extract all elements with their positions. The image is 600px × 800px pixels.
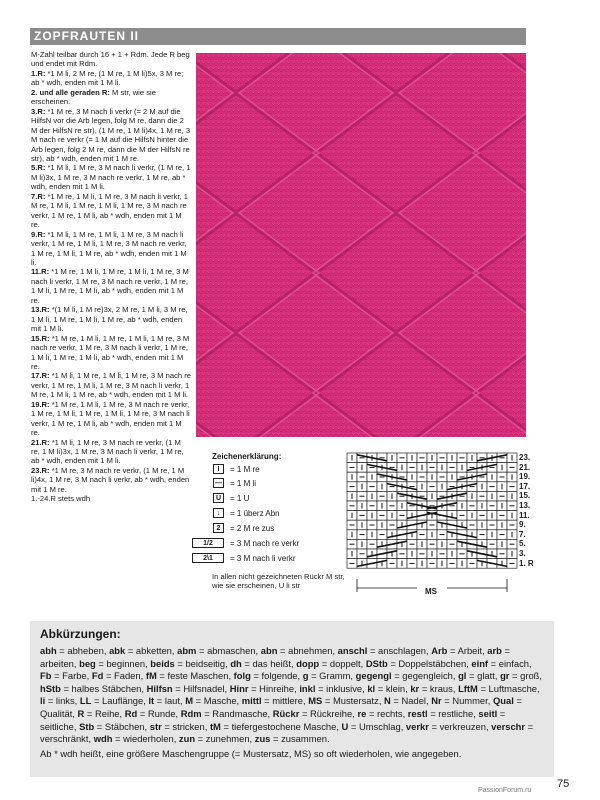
- abbreviation-entry: mittl = mittlere,: [241, 695, 309, 707]
- abbreviations-box: [30, 621, 554, 777]
- abbreviation-value: abnehmen: [288, 645, 333, 656]
- chart-row-number: 17.: [519, 481, 531, 491]
- legend-item: [190, 463, 260, 475]
- abbreviation-entry: folg = folgende,: [233, 670, 303, 682]
- abbreviation-entry: dh = das heißt,: [230, 657, 297, 669]
- abbreviation-entry: tM = tiefergestochene Masche,: [209, 720, 342, 732]
- chart-grid: [345, 452, 525, 602]
- abbreviation-key: folg: [233, 670, 251, 682]
- instruction-row-label: 19.R:: [31, 399, 50, 409]
- abbreviation-entry: inkl = inklusive,: [299, 682, 368, 694]
- abbreviation-key: inkl: [299, 682, 316, 694]
- legend-symbol-icon: I: [213, 464, 224, 474]
- instruction-row-label: 15.R:: [31, 333, 50, 343]
- abbreviation-value: folgende: [261, 670, 298, 682]
- abbreviation-entry: zus = zusammen.: [254, 733, 330, 745]
- legend-item-text: = 1 U: [230, 493, 250, 503]
- instruction-row: [31, 466, 191, 494]
- abbreviation-value: feste Maschen: [167, 670, 229, 682]
- abbreviation-value: mittlere: [272, 695, 303, 707]
- abbreviation-entry: Stb = Stäbchen,: [79, 720, 150, 732]
- abbreviation-key: beg: [79, 657, 96, 669]
- instruction-row-text: 1.-24.R stets wdh: [31, 494, 91, 504]
- abbreviation-entry: restl = restliche,: [407, 707, 479, 719]
- abbreviation-value: Randmasche: [212, 707, 268, 719]
- abbreviation-value: gegengleich: [402, 670, 453, 682]
- abbreviation-value: restliche: [438, 707, 474, 719]
- abbreviation-value: arbeiten: [40, 657, 74, 669]
- abbreviation-entry: einf = einfach,: [471, 657, 532, 669]
- instruction-row-text: *1 M re, 3 M nach re verkr, (1 M re, 1 M li)4x, 1 M re, 3 M nach li verkr, ab * wdh, enden mit 1 M re.: [31, 465, 190, 494]
- abbreviation-value: Reihe: [95, 707, 120, 719]
- abbreviation-entry: MS = Mustersatz,: [308, 695, 385, 707]
- legend-item-text: = 1 M li: [230, 478, 257, 488]
- abbreviation-value: Rückreihe: [310, 707, 353, 719]
- abbreviation-value: halbes Stäbchen: [71, 682, 142, 694]
- abbreviation-entry: N = Nadel,: [384, 695, 432, 707]
- abbreviation-key: DStb: [365, 657, 388, 669]
- abbreviation-value: seitliche: [40, 720, 74, 732]
- abbreviation-key: hStb: [40, 682, 61, 694]
- abbreviation-value: laut: [164, 695, 180, 707]
- abbreviation-key: wdh: [93, 733, 113, 745]
- abbreviation-key: gl: [458, 670, 467, 682]
- instruction-row-text: *1 M li, 1 M re, 3 M nach li verkr, (1 M re, 1 M li)3x, 1 M re, 3 M nach re verkr, 1 M re, ab * wdh, enden mit 1 M li.: [31, 163, 191, 192]
- abbreviation-entry: abk = abketten,: [109, 645, 178, 656]
- abbreviation-key: N: [384, 695, 391, 707]
- legend-item-text: = 2 M re zus: [230, 523, 275, 533]
- chart-row-number: 19.: [519, 472, 531, 482]
- instruction-row: [31, 107, 191, 164]
- instruction-row: [31, 192, 191, 230]
- instruction-row-text: *(1 M li, 1 M re)3x, 2 M re, 1 M li, 3 M re, 1 M li, 1 M re, 1 M li, 1 M re, ab * wdh, enden mit 1 M li.: [31, 305, 188, 334]
- abbreviation-value: Arbeit: [457, 645, 483, 656]
- instruction-row-text: *1 M re, 1 M li, 1 M re, 3 M nach li verkr, 1 M re, 1 M li, 1 M re, 1 M li, 1 M re, 3 M nach re verkr, 1 M re, 1 M li, ab * wdh, enden mit 1 M re.: [31, 191, 188, 230]
- instruction-row-label: 23.R:: [31, 465, 50, 475]
- legend-item-text: = 3 M nach li verkr: [230, 553, 296, 563]
- abbreviation-key: anschl: [337, 645, 368, 656]
- instruction-row-text: *1 M li, 1 M re, 1 M li, 1 M re, 3 M nach li verkr, 1 M re, 1 M li, 1 M re, 3 M nach re verkr, 1 M re, 1 M li, 1 M re, ab * wdh, enden mit 1 M li.: [31, 229, 187, 267]
- abbreviation-entry: arb = arbeiten,: [40, 645, 510, 669]
- abbreviation-key: Rd: [124, 707, 138, 719]
- abbreviation-value: Gramm: [319, 670, 351, 682]
- instruction-row-label: 17.R:: [31, 371, 50, 381]
- abbreviation-value: Nadel: [401, 695, 426, 707]
- abbreviation-key: kr: [410, 682, 420, 694]
- abbreviation-key: re: [357, 707, 367, 719]
- abbreviation-value: groß: [520, 670, 540, 682]
- abbreviation-value: Runde: [147, 707, 176, 719]
- abbreviation-value: glatt: [477, 670, 495, 682]
- instruction-row-text: M-Zahl teilbar durch 16 + 1 + Rdm. Jede R beg und endet mit Rdm.: [31, 50, 190, 69]
- chart-row-number: 5.: [519, 539, 526, 549]
- abbreviation-value: klein: [385, 682, 406, 694]
- abbreviation-key: Rdm: [180, 707, 202, 719]
- abbreviation-key: Rückr: [272, 707, 300, 719]
- abbreviation-entry: g = Gramm,: [302, 670, 356, 682]
- abbreviation-key: abh: [40, 645, 57, 656]
- abbreviation-entry: abh = abheben,: [40, 645, 110, 656]
- legend-symbol-icon: 2\1: [192, 553, 224, 563]
- abbreviation-key: zun: [178, 733, 196, 745]
- abbreviations-footer: Ab * wdh heißt, eine größere Maschengruppe (= Mustersatz, MS) so oft wiederholen, wie angegeben.: [40, 747, 462, 759]
- abbreviation-value: Luftmasche: [488, 682, 537, 694]
- abbreviation-entry: seitl = seitliche,: [40, 707, 506, 732]
- abbreviation-value: abketten: [135, 645, 172, 656]
- abbreviation-key: tM: [209, 720, 221, 732]
- instruction-row-text: *1 M re, 3 M nach li verkr (= 2 M auf die HilfsN vor die Arb legen, folg M re, dann die 2 M der HilfsN re str), (1 M re, 1 M li)4x, 1 M re, 3 M nach re verkr (= 1 M auf die HilfsN hinter die Arb legen, folg 2 M re, dann die M der HilfsN re str), ab * wdh, enden mit 1 M re.: [31, 106, 191, 163]
- abbreviation-key: kl: [367, 682, 376, 694]
- abbreviation-value: anschlagen: [378, 645, 427, 656]
- instruction-row-label: 13.R:: [31, 305, 50, 315]
- abbreviation-value: tiefergestochene Masche: [231, 720, 337, 732]
- instruction-row-label: 21.R:: [31, 437, 50, 447]
- abbreviation-entry: Fb = Farbe,: [40, 670, 92, 682]
- instruction-row: [31, 230, 191, 268]
- abbreviation-entry: beg = beginnen,: [79, 657, 151, 669]
- abbreviation-entry: verschr = verschränkt,: [40, 720, 534, 745]
- instruction-row: [31, 400, 191, 438]
- abbreviation-value: Qualität: [40, 707, 73, 719]
- legend-note: In allen nicht gezeichneten Rückr M str, wie sie erscheinen, U li str: [212, 572, 345, 591]
- abbreviation-entry: Hilfsn = Hilfsnadel,: [146, 682, 230, 694]
- chart-row-number: 13.: [519, 501, 531, 510]
- instruction-row: [31, 267, 191, 305]
- instruction-row-label: 1.R:: [31, 68, 46, 78]
- legend-title: Zeichenerklärung:: [212, 452, 282, 461]
- abbreviation-key: restl: [407, 707, 428, 719]
- knitting-chart: [345, 452, 525, 602]
- abbreviation-key: verkr: [405, 720, 429, 732]
- abbreviation-value: Faden: [114, 670, 141, 682]
- instruction-row: [31, 494, 191, 503]
- abbreviation-entry: Rückr = Rückreihe,: [272, 707, 358, 719]
- abbreviation-value: verkreuzen: [439, 720, 486, 732]
- instruction-row-label: 3.R:: [31, 106, 46, 116]
- knitted-swatch-photo: [196, 53, 526, 437]
- abbreviation-entry: beids = beidseitig,: [150, 657, 231, 669]
- abbreviation-entry: R = Reihe,: [77, 707, 125, 719]
- instruction-row-text: *1 M re, 1 M li, 1 M re, 3 M nach re verkr, 1 M re, 1 M li, 1 M re, 1 M li, 1 M re, 3 M nach li verkr, 1 M re, 1 M li, ab * wdh, enden mit 1 M re.: [31, 399, 190, 438]
- abbreviation-value: Masche: [203, 695, 237, 707]
- abbreviation-value: zusammen: [281, 733, 327, 745]
- abbreviation-entry: LftM = Luftmasche,: [458, 682, 540, 694]
- legend-item-text: = 3 M nach re verkr: [230, 538, 300, 548]
- abbreviation-value: Nummer: [452, 695, 488, 707]
- abbreviation-entry: Arb = Arbeit,: [431, 645, 488, 656]
- abbreviation-key: einf: [471, 657, 489, 669]
- page-title: ZOPFRAUTEN II: [34, 29, 139, 43]
- abbreviation-value: rechts: [377, 707, 403, 719]
- abbreviation-key: Hinr: [229, 682, 249, 694]
- instruction-row-text: *1 M re, 1 M li, 1 M re, 1 M li, 1 M re, 3 M nach li verkr, 1 M re, 3 M nach re verkr, 1 M re, 1 M li, 1 M re, 1 M li, ab * wdh, enden mit 1 M re.: [31, 267, 189, 305]
- abbreviation-entry: Qual = Qualität,: [40, 695, 522, 719]
- legend-item-text: = 1 M re: [230, 464, 260, 474]
- abbreviation-key: fM: [145, 670, 157, 682]
- legend-symbol-icon: 2: [213, 523, 224, 533]
- abbreviation-key: g: [302, 670, 309, 682]
- abbreviation-value: verschränkt: [40, 733, 89, 745]
- instruction-row: [31, 371, 191, 399]
- abbreviation-key: M: [185, 695, 194, 707]
- chart-row-number: 7.: [519, 529, 526, 539]
- abbreviation-value: abmaschen: [207, 645, 256, 656]
- instruction-row: [31, 438, 191, 466]
- abbreviation-key: dopp: [296, 657, 320, 669]
- chart-row-number: 11.: [519, 510, 530, 520]
- abbreviation-entry: anschl = anschlagen,: [337, 645, 432, 656]
- instruction-row-label: 5.R:: [31, 163, 46, 173]
- instruction-row-label: 2. und alle geraden R:: [31, 87, 110, 97]
- abbreviation-entry: gegengl = gegengleich,: [355, 670, 459, 682]
- abbreviation-value: wiederholen: [123, 733, 174, 745]
- abbreviation-entry: kl = klein,: [367, 682, 411, 694]
- abbreviation-key: gr: [500, 670, 510, 682]
- abbreviation-key: beids: [150, 657, 175, 669]
- abbreviation-value: doppelt: [329, 657, 361, 669]
- abbreviation-value: das heißt: [252, 657, 292, 669]
- abbreviation-key: Arb: [431, 645, 448, 656]
- abbreviation-key: Fd: [91, 670, 104, 682]
- abbreviation-value: links: [55, 695, 75, 707]
- abbreviation-key: li: [40, 695, 46, 707]
- abbreviation-key: abm: [177, 645, 197, 656]
- instruction-row: [31, 69, 191, 88]
- legend-item-text: = 1 überz Abn: [230, 508, 280, 518]
- legend-item: [190, 552, 296, 564]
- abbreviation-value: kraus: [429, 682, 453, 694]
- abbreviation-entry: M = Masche,: [185, 695, 242, 707]
- instruction-row: [31, 334, 191, 372]
- abbreviation-entry: verkr = verkreuzen,: [405, 720, 492, 732]
- abbreviation-value: abheben: [67, 645, 104, 656]
- legend-item: [190, 477, 256, 489]
- legend-item: [190, 537, 299, 549]
- abbreviation-entry: gl = glatt,: [458, 670, 501, 682]
- abbreviation-entry: hStb = halbes Stäbchen,: [40, 682, 147, 694]
- instruction-row-label: 11.R:: [31, 267, 50, 277]
- abbreviation-entry: zun = zunehmen,: [178, 733, 255, 745]
- abbreviation-entry: str = stricken,: [149, 720, 210, 732]
- abbreviation-value: einfach: [498, 657, 529, 669]
- abbreviation-key: R: [77, 707, 85, 719]
- abbreviation-key: lt: [148, 695, 155, 707]
- abbreviation-value: Doppelstäbchen: [398, 657, 467, 669]
- abbreviations-title: Abkürzungen:: [40, 627, 121, 641]
- chart-row-number: 15.: [519, 491, 531, 501]
- instruction-row-text: *1 M li, 1 M re, 1 M li, 1 M re, 3 M nach re verkr, 1 M re, 1 M li, 1 M re, 3 M nach li verkr, 1 M re, 1 M li, 1 M re, ab * wdh, enden mit 1 M li.: [31, 371, 191, 400]
- abbreviation-entry: abm = abmaschen,: [177, 645, 261, 656]
- chart-row-number: 9.: [519, 520, 526, 530]
- abbreviation-entry: Hinr = Hinreihe,: [229, 682, 300, 694]
- instruction-row: [31, 163, 191, 191]
- abbreviation-key: Stb: [79, 720, 95, 732]
- abbreviation-key: LftM: [458, 682, 478, 694]
- abbreviation-value: Hilfsnadel: [183, 682, 225, 694]
- abbreviation-key: Hilfsn: [146, 682, 173, 694]
- abbreviation-key: zus: [254, 733, 271, 745]
- instruction-row: [31, 88, 191, 107]
- abbreviation-entry: re = rechts,: [357, 707, 408, 719]
- abbreviation-entry: dopp = doppelt,: [296, 657, 366, 669]
- legend-symbol-icon: —: [215, 479, 222, 487]
- instruction-row-text: *1 M re, 1 M li, 1 M re, 1 M li, 1 M re, 3 M nach re verkr, 1 M re, 3 M nach li verkr, 1 M re, 1 M li, 1 M re, 1 M li, ab * wdh, enden mit 1 M re.: [31, 333, 190, 371]
- abbreviation-key: LL: [79, 695, 92, 707]
- chart-row-number: 3.: [519, 549, 526, 558]
- abbreviation-entry: abn = abnehmen,: [260, 645, 338, 656]
- abbreviation-key: Qual: [492, 695, 514, 707]
- instruction-row-label: 9.R:: [31, 229, 46, 239]
- abbreviations-list: [40, 645, 544, 746]
- abbreviation-value: Hinreihe: [259, 682, 295, 694]
- abbreviation-entry: kr = kraus,: [410, 682, 459, 694]
- abbreviation-key: gegengl: [355, 670, 392, 682]
- abbreviation-entry: lt = laut,: [148, 695, 186, 707]
- abbreviation-entry: DStb = Doppelstäbchen,: [365, 657, 472, 669]
- instruction-row-text: *1 M li, 1 M re, 3 M nach re verkr, (1 M re, 1 M li)3x, 1 M re, 3 M nach li verkr, 1 M re, ab * wdh, enden mit 1 M li.: [31, 437, 184, 466]
- abbreviation-entry: LL = Lauflänge,: [79, 695, 149, 707]
- abbreviation-entry: Rd = Runde,: [124, 707, 181, 719]
- abbreviation-key: U: [341, 720, 349, 732]
- swatch-illustration: [196, 53, 526, 437]
- abbreviation-value: beidseitig: [185, 657, 226, 669]
- abbreviation-value: zunehmen: [205, 733, 250, 745]
- abbreviation-key: Fb: [40, 670, 52, 682]
- abbreviation-entry: fM = feste Maschen,: [145, 670, 234, 682]
- instruction-row: [31, 50, 191, 69]
- legend-item: [190, 507, 280, 519]
- abbreviation-entry: Nr = Nummer,: [431, 695, 493, 707]
- abbreviation-value: Farbe: [62, 670, 87, 682]
- chart-row-number: 1. R: [519, 558, 534, 568]
- abbreviation-value: Umschlag: [359, 720, 401, 732]
- abbreviation-key: MS: [308, 695, 323, 707]
- abbreviation-key: arb: [487, 645, 502, 656]
- abbreviation-value: inklusive: [326, 682, 363, 694]
- instruction-row: [31, 305, 191, 333]
- abbreviation-key: dh: [230, 657, 242, 669]
- abbreviation-key: str: [149, 720, 162, 732]
- abbreviation-entry: U = Umschlag,: [341, 720, 406, 732]
- chart-row-number: 23.: [519, 453, 531, 462]
- instruction-row-label: 7.R:: [31, 191, 46, 201]
- legend-item: [190, 492, 249, 504]
- pattern-repeat-label: MS: [425, 587, 437, 596]
- abbreviation-value: Mustersatz: [332, 695, 379, 707]
- abbreviation-entry: Fd = Faden,: [91, 670, 146, 682]
- abbreviation-entry: gr = groß,: [500, 670, 543, 682]
- page-number: 75: [557, 778, 570, 790]
- abbreviation-entry: li = links,: [40, 695, 80, 707]
- abbreviation-entry: wdh = wiederholen,: [93, 733, 179, 745]
- instruction-row-text: *1 M li, 2 M re, (1 M re, 1 M li)5x, 3 M re; ab * wdh, enden mit 1 M li.: [31, 68, 184, 88]
- instruction-row-text: M str, wie sie erscheinen.: [31, 87, 156, 107]
- pattern-instructions: [31, 50, 191, 504]
- abbreviation-entry: Rdm = Randmasche,: [180, 707, 273, 719]
- abbreviation-key: verschr: [491, 720, 526, 732]
- abbreviation-key: seitl: [478, 707, 498, 719]
- legend-symbol-icon: U: [213, 493, 224, 503]
- legend-item: [190, 522, 274, 534]
- legend-symbol-icon: 1/2: [192, 538, 224, 548]
- abbreviation-key: Nr: [431, 695, 442, 707]
- abbreviation-key: abk: [109, 645, 126, 656]
- legend-symbol-icon: ↓: [213, 508, 224, 518]
- chart-row-number: 21.: [519, 462, 531, 472]
- abbreviation-key: abn: [260, 645, 278, 656]
- abbreviation-value: beginnen: [106, 657, 146, 669]
- abbreviation-value: stricken: [172, 720, 205, 732]
- abbreviation-key: mittl: [241, 695, 262, 707]
- abbreviation-value: Lauflänge: [102, 695, 144, 707]
- abbreviation-value: Stäbchen: [104, 720, 145, 732]
- watermark: PassionForum.ru: [478, 787, 532, 794]
